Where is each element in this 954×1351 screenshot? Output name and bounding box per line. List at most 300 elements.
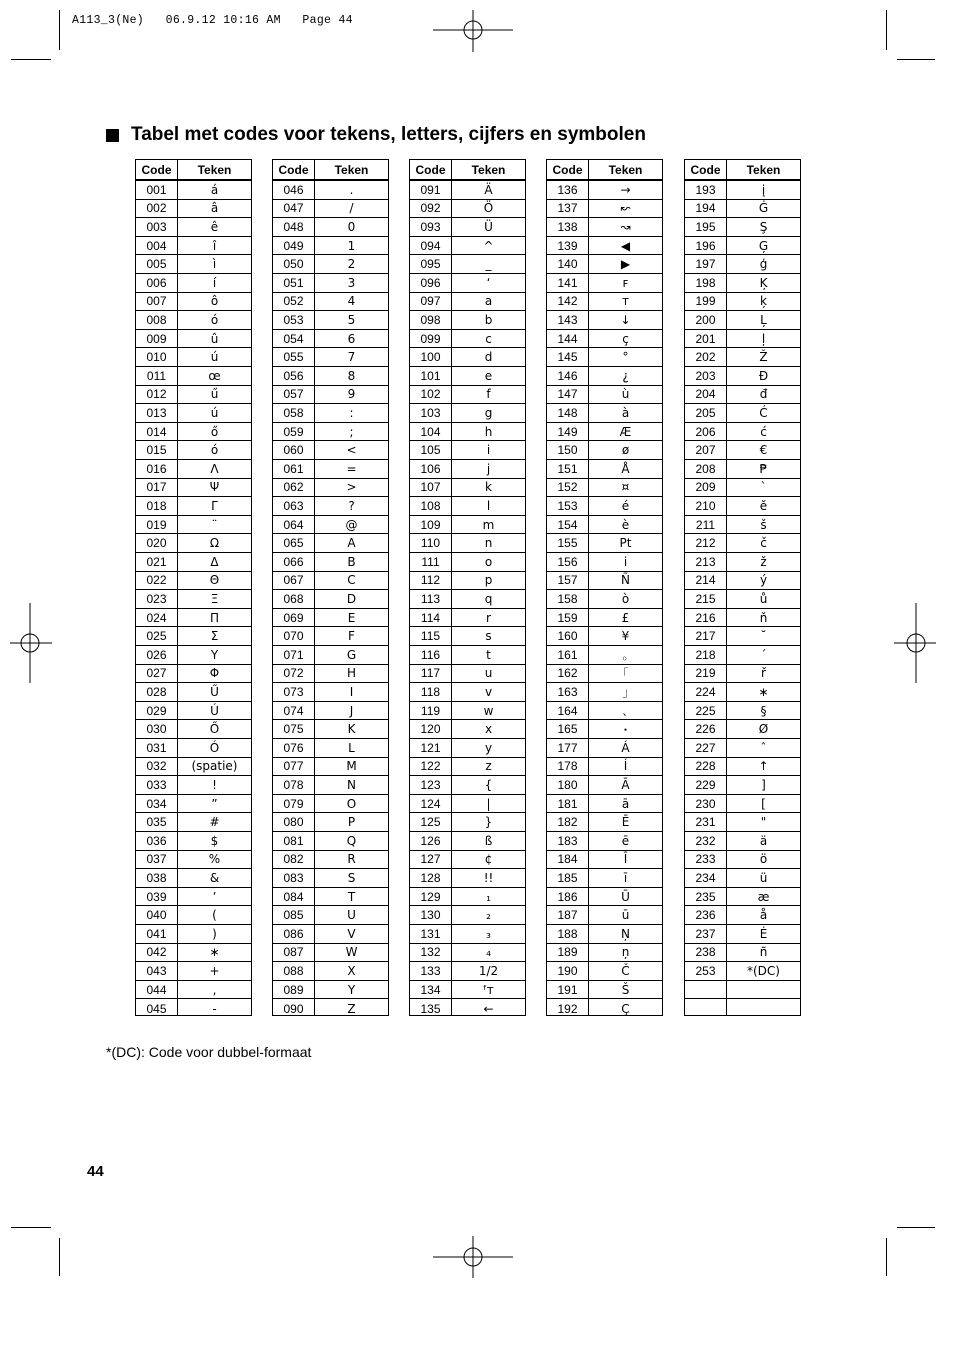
table-row — [136, 572, 251, 591]
char-cell: 3 — [347, 275, 356, 290]
char-cell: ī — [623, 870, 628, 885]
char-cell: % — [208, 852, 221, 867]
char-cell: j — [486, 461, 491, 476]
char-cell: 1/2 — [478, 963, 499, 978]
char-cell: í — [212, 275, 217, 290]
char-cell: E — [347, 610, 356, 625]
table-row — [136, 479, 251, 498]
code-cell: 041 — [146, 926, 167, 941]
table-row — [410, 460, 525, 479]
table-row — [273, 888, 388, 907]
table-row — [685, 813, 800, 832]
table-row — [273, 348, 388, 367]
table-row — [136, 776, 251, 795]
char-cell: ᴛ — [622, 294, 629, 309]
char-cell: ◀ — [620, 238, 631, 253]
table-row — [547, 255, 662, 274]
char-cell: ₃ — [486, 926, 491, 941]
code-cell: 120 — [420, 722, 441, 737]
table-row — [547, 627, 662, 646]
code-cell: 037 — [146, 852, 167, 867]
table-header — [685, 160, 800, 181]
char-cell: ₄ — [486, 945, 491, 960]
char-cell: W — [345, 945, 358, 960]
table-row — [547, 404, 662, 423]
table-row — [273, 981, 388, 1000]
char-cell: { — [484, 777, 493, 792]
char-cell: Γ — [211, 498, 218, 513]
char-cell: & — [209, 870, 220, 885]
char-cell: ķ — [760, 294, 767, 309]
table-row — [410, 572, 525, 591]
char-cell: ₱ — [759, 461, 768, 476]
code-cell: 132 — [420, 945, 441, 960]
char-cell: Ū — [621, 889, 630, 904]
table-row — [685, 348, 800, 367]
char-cell: ó — [210, 312, 219, 327]
code-cell: 118 — [420, 684, 441, 699]
code-cell: 085 — [283, 908, 304, 923]
code-cell: 082 — [283, 852, 304, 867]
table-row — [547, 795, 662, 814]
table-row — [136, 646, 251, 665]
table-row — [685, 962, 800, 981]
code-cell: 062 — [283, 480, 304, 495]
code-cell: 050 — [283, 257, 304, 272]
char-cell: ₂ — [486, 908, 491, 923]
table-row — [136, 813, 251, 832]
code-cell — [685, 981, 726, 999]
code-cell: 202 — [695, 350, 716, 365]
char-cell: i — [623, 554, 628, 569]
table-row — [410, 869, 525, 888]
code-cell: 069 — [283, 610, 304, 625]
char-cell: ’ — [212, 889, 217, 904]
header-teken: Teken — [746, 162, 781, 177]
table-row — [136, 516, 251, 535]
char-cell: æ — [757, 889, 770, 904]
code-cell: 217 — [695, 629, 716, 644]
code-cell: 231 — [695, 815, 716, 830]
char-cell: n — [484, 536, 493, 551]
char-cell: f — [486, 387, 491, 402]
table-row — [410, 962, 525, 981]
char-cell: v — [484, 684, 493, 699]
crop-mark — [897, 59, 935, 60]
code-cell: 227 — [695, 740, 716, 755]
code-cell: 233 — [695, 852, 716, 867]
table-row — [136, 851, 251, 870]
table-header — [547, 160, 662, 181]
table-row — [410, 516, 525, 535]
table-row — [136, 962, 251, 981]
table-row — [547, 218, 662, 237]
char-cell: G — [346, 647, 357, 662]
char-cell: ů — [759, 591, 768, 606]
code-cell: 153 — [557, 498, 578, 513]
char-cell: + — [209, 963, 220, 978]
code-cell: 064 — [283, 517, 304, 532]
code-cell: 096 — [420, 275, 441, 290]
table-row — [410, 646, 525, 665]
table-row — [547, 739, 662, 758]
table-row — [410, 758, 525, 777]
char-cell: X — [347, 963, 356, 978]
table-row — [410, 497, 525, 516]
table-row — [685, 255, 800, 274]
code-cell: 058 — [283, 405, 304, 420]
char-cell: Đ — [758, 368, 769, 383]
code-cell: 150 — [557, 443, 578, 458]
code-cell: 035 — [146, 815, 167, 830]
char-cell: à — [621, 405, 630, 420]
char-cell: 7 — [347, 350, 356, 365]
char-cell: ← — [483, 1001, 494, 1016]
code-cell: 030 — [146, 722, 167, 737]
code-cell: 187 — [557, 908, 578, 923]
table-row — [410, 776, 525, 795]
char-cell: D — [346, 591, 357, 606]
code-cell: 218 — [695, 647, 716, 662]
char-cell: ž — [760, 554, 767, 569]
code-cell: 129 — [420, 889, 441, 904]
code-cell: 066 — [283, 554, 304, 569]
char-cell: Π — [209, 610, 220, 625]
char-cell: ö — [759, 852, 768, 867]
code-cell: 060 — [283, 443, 304, 458]
char-cell: *(DC) — [747, 963, 780, 978]
table-row — [136, 218, 251, 237]
char-cell: Ξ — [210, 591, 219, 606]
table-row — [410, 441, 525, 460]
code-cell: 214 — [695, 573, 716, 588]
table-row — [547, 330, 662, 349]
code-cell: 237 — [695, 926, 716, 941]
table-row — [410, 423, 525, 442]
code-cell: 065 — [283, 536, 304, 551]
code-cell: 115 — [420, 629, 441, 644]
table-row — [547, 702, 662, 721]
code-cell: 131 — [420, 926, 441, 941]
page-title — [106, 124, 646, 146]
code-cell: 190 — [557, 963, 578, 978]
table-row — [273, 627, 388, 646]
char-cell: Ä — [484, 182, 493, 197]
char-cell: h — [484, 424, 493, 439]
code-cell: 208 — [695, 461, 716, 476]
char-cell: Č — [621, 963, 630, 978]
char-cell: ¿ — [622, 368, 629, 383]
char-cell: Σ — [210, 629, 219, 644]
table-row — [273, 572, 388, 591]
char-cell: ¥ — [621, 629, 630, 644]
table-row — [410, 181, 525, 200]
table-row — [685, 237, 800, 256]
table-row — [685, 944, 800, 963]
code-cell: 123 — [420, 777, 441, 792]
code-cell: 111 — [421, 554, 440, 569]
code-cell: 205 — [695, 405, 716, 420]
table-row — [547, 497, 662, 516]
code-cell: 213 — [695, 554, 716, 569]
char-cell: w — [483, 703, 494, 718]
table-row — [410, 479, 525, 498]
code-cell: 134 — [420, 982, 441, 997]
code-cell: 077 — [283, 759, 304, 774]
code-table — [409, 159, 526, 1016]
table-row — [685, 683, 800, 702]
char-cell: Θ — [209, 573, 220, 588]
code-cell: 088 — [283, 963, 304, 978]
code-cell: 238 — [695, 945, 716, 960]
code-cell: 210 — [695, 498, 716, 513]
char-cell: î — [212, 238, 217, 253]
crop-mark — [59, 10, 60, 50]
code-cell: 091 — [420, 182, 441, 197]
code-cell: 099 — [420, 331, 441, 346]
table-row — [547, 534, 662, 553]
char-cell: T — [347, 889, 356, 904]
code-cell: 094 — [420, 238, 441, 253]
char-cell: Q — [346, 833, 357, 848]
char-cell: M — [346, 759, 357, 774]
table-row — [273, 330, 388, 349]
table-row — [685, 553, 800, 572]
char-cell: ] — [761, 777, 766, 792]
table-row — [410, 200, 525, 219]
char-cell: Ñ — [621, 573, 630, 588]
code-cell: 219 — [695, 666, 716, 681]
char-cell: p — [484, 573, 493, 588]
code-cell: 203 — [695, 368, 716, 383]
code-cell: 180 — [557, 777, 578, 792]
char-cell: | — [486, 796, 491, 811]
char-cell: 4 — [347, 294, 356, 309]
char-cell: Ö — [483, 201, 494, 216]
char-cell: (spatie) — [191, 759, 238, 774]
code-cell: 162 — [557, 666, 578, 681]
char-cell: ↜ — [620, 201, 631, 216]
char-cell: k — [485, 480, 492, 495]
char-cell: O — [346, 796, 357, 811]
char-cell: Ó — [209, 740, 220, 755]
code-cell: 184 — [557, 852, 578, 867]
table-row — [685, 311, 800, 330]
table-row — [685, 776, 800, 795]
table-row — [273, 441, 388, 460]
char-cell: H — [346, 666, 357, 681]
char-cell: : — [349, 405, 354, 420]
code-cell: 235 — [695, 889, 716, 904]
table-row — [273, 181, 388, 200]
char-cell: ; — [349, 424, 354, 439]
table-row — [410, 851, 525, 870]
code-cell: 063 — [283, 498, 304, 513]
char-cell: , — [212, 982, 217, 997]
table-row — [410, 925, 525, 944]
code-cell: 142 — [557, 294, 578, 309]
code-cell: 012 — [146, 387, 167, 402]
code-cell: 189 — [557, 945, 578, 960]
char-cell: Ž — [759, 350, 768, 365]
table-row — [273, 423, 388, 442]
code-cell: 183 — [557, 833, 578, 848]
table-row — [273, 404, 388, 423]
char-cell: $ — [210, 833, 219, 848]
table-row — [685, 386, 800, 405]
char-cell: ↑ — [758, 759, 769, 774]
code-cell: 145 — [557, 350, 578, 365]
table-row — [547, 888, 662, 907]
table-row — [685, 423, 800, 442]
table-row — [273, 813, 388, 832]
code-cell: 194 — [695, 201, 716, 216]
char-cell: ú — [210, 350, 219, 365]
char-cell: § — [760, 703, 767, 718]
code-cell: 212 — [695, 536, 716, 551]
char-cell: ó — [210, 443, 219, 458]
char-cell: S — [347, 870, 356, 885]
char-cell: F — [348, 629, 355, 644]
char-cell: C — [347, 573, 356, 588]
table-row — [547, 832, 662, 851]
table-row — [136, 627, 251, 646]
table-row — [410, 348, 525, 367]
table-row — [136, 348, 251, 367]
char-cell: ß — [484, 833, 493, 848]
table-row — [273, 200, 388, 219]
char-cell: Λ — [210, 461, 219, 476]
char-cell: !! — [483, 870, 494, 885]
table-row — [685, 293, 800, 312]
code-cell: 139 — [557, 238, 578, 253]
table-row — [273, 944, 388, 963]
table-row — [547, 423, 662, 442]
char-cell: é — [621, 498, 630, 513]
crop-mark — [11, 59, 51, 60]
registration-mark-icon — [433, 10, 513, 52]
code-cell: 234 — [695, 870, 716, 885]
code-cell: 026 — [146, 647, 167, 662]
code-cell: 161 — [557, 647, 578, 662]
code-cell: 143 — [557, 312, 578, 327]
char-cell: Δ — [210, 554, 219, 569]
char-cell: ¨ — [211, 517, 218, 532]
char-cell — [727, 981, 800, 999]
table-row — [136, 999, 251, 1018]
char-cell: t — [486, 647, 491, 662]
char-cell: ‘ — [486, 275, 491, 290]
header-teken: Teken — [197, 162, 232, 177]
char-cell: ｡ — [622, 648, 629, 663]
table-row — [547, 590, 662, 609]
code-cell: 144 — [557, 331, 578, 346]
code-cell: 029 — [146, 703, 167, 718]
table-row — [273, 609, 388, 628]
table-row — [685, 646, 800, 665]
code-table — [272, 159, 389, 1016]
code-cell: 078 — [283, 777, 304, 792]
char-cell: y — [484, 740, 493, 755]
code-cell: 165 — [557, 722, 578, 737]
char-cell: m — [482, 517, 495, 532]
char-cell: ` — [760, 480, 767, 495]
char-cell: ᶠᴛ — [483, 982, 494, 997]
char-cell: ∗ — [209, 945, 220, 960]
table-row — [547, 572, 662, 591]
table-row — [547, 813, 662, 832]
table-row — [136, 925, 251, 944]
char-cell: 9 — [347, 387, 356, 402]
char-cell: ´ — [760, 647, 767, 662]
table-row — [273, 925, 388, 944]
code-cell: 049 — [283, 238, 304, 253]
code-cell: 024 — [146, 610, 167, 625]
table-row — [273, 516, 388, 535]
char-cell: Ī — [623, 852, 628, 867]
char-cell: ô — [210, 294, 219, 309]
char-cell: ç — [622, 331, 629, 346]
char-cell: ć — [760, 424, 767, 439]
char-cell: ˆ — [760, 740, 767, 755]
char-cell: R — [347, 852, 356, 867]
char-cell: ű — [210, 387, 219, 402]
table-row — [410, 218, 525, 237]
table-row — [410, 609, 525, 628]
char-cell: â — [210, 201, 219, 216]
table-row — [547, 758, 662, 777]
table-row — [547, 720, 662, 739]
char-cell: # — [209, 815, 220, 830]
table-row — [273, 999, 388, 1018]
table-row — [410, 795, 525, 814]
code-cell: 148 — [557, 405, 578, 420]
code-cell: 127 — [420, 852, 441, 867]
code-cell: 011 — [146, 368, 167, 383]
char-cell: ő — [210, 424, 219, 439]
table-row — [273, 274, 388, 293]
char-cell: _ — [485, 257, 492, 272]
char-cell: . — [349, 182, 354, 197]
code-cell: 186 — [557, 889, 578, 904]
table-row — [685, 999, 800, 1018]
char-cell: ､ — [622, 704, 629, 719]
code-cell: 020 — [146, 536, 167, 551]
code-cell: 152 — [557, 480, 578, 495]
table-row — [547, 553, 662, 572]
code-cell: 126 — [420, 833, 441, 848]
char-cell: N — [347, 777, 356, 792]
table-row — [273, 739, 388, 758]
code-cell: 095 — [420, 257, 441, 272]
table-row — [136, 683, 251, 702]
table-row — [685, 851, 800, 870]
header-teken: Teken — [471, 162, 506, 177]
table-row — [547, 665, 662, 684]
code-cell: 215 — [695, 591, 716, 606]
crop-mark — [11, 1227, 51, 1228]
header-code: Code — [415, 162, 446, 177]
code-cell: 047 — [283, 201, 304, 216]
table-row — [410, 702, 525, 721]
table-row — [136, 255, 251, 274]
table-row — [547, 460, 662, 479]
code-cell: 032 — [146, 759, 167, 774]
char-cell: ｢ — [622, 666, 629, 681]
table-row — [136, 330, 251, 349]
table-row — [136, 832, 251, 851]
char-cell: Ģ — [758, 238, 769, 253]
